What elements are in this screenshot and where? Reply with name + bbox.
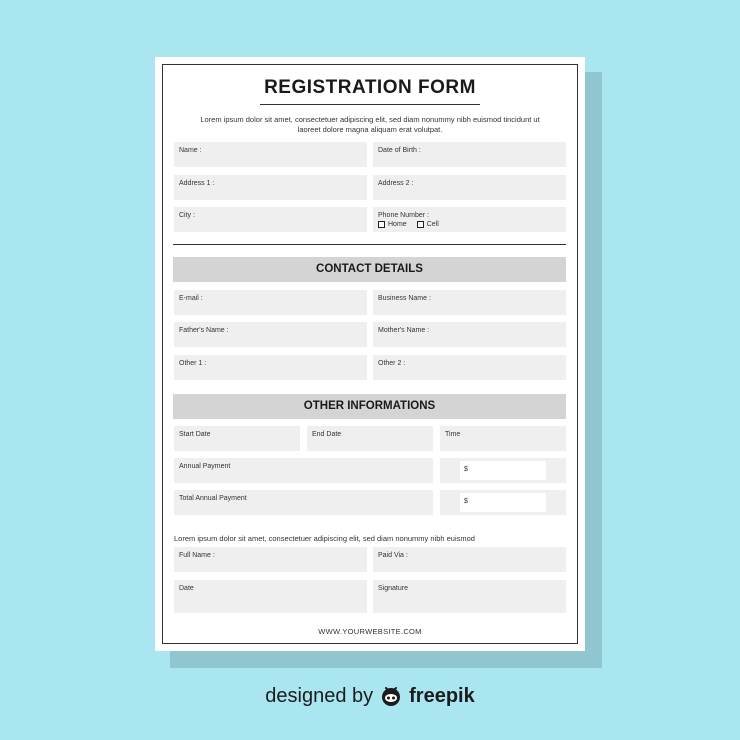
date-label: Date [179, 585, 194, 592]
form-intro-text: Lorem ipsum dolor sit amet, consectetuer adipiscing elit, sed diam nonummy nibh euismod tincidunt ut laoreet dolore magna aliquam erat volutpat. [200, 115, 540, 134]
mothers-name-label: Mother's Name : [378, 327, 430, 334]
phone-number-label: Phone Number : [378, 212, 429, 219]
other-2-label: Other 2 : [378, 360, 406, 367]
currency-symbol: $ [464, 466, 468, 473]
address-2-field[interactable] [373, 175, 566, 200]
paid-via-field[interactable] [373, 547, 566, 572]
city-field[interactable] [174, 207, 367, 232]
signature-field[interactable] [373, 580, 566, 613]
mothers-name-field[interactable] [373, 322, 566, 347]
fathers-name-label: Father's Name : [179, 327, 229, 334]
full-name-field[interactable] [174, 547, 367, 572]
date-of-birth-label: Date of Birth : [378, 147, 421, 154]
total-annual-payment-label: Total Annual Payment [179, 495, 247, 502]
other-1-field[interactable] [174, 355, 367, 380]
form-title: REGISTRATION FORM [264, 77, 476, 98]
title-underline [260, 104, 480, 105]
signature-label: Signature [378, 585, 408, 592]
end-date-label: End Date [312, 431, 342, 438]
other-informations-heading: OTHER INFORMATIONS [173, 394, 566, 419]
start-date-label: Start Date [179, 431, 211, 438]
phone-number-field[interactable] [373, 207, 566, 232]
annual-payment-row [174, 458, 433, 483]
phone-type-options [378, 221, 439, 228]
total-annual-payment-row [174, 490, 433, 515]
time-field[interactable] [440, 426, 566, 451]
fathers-name-field[interactable] [174, 322, 367, 347]
total-annual-payment-amount-cell [440, 490, 566, 515]
annual-payment-amount-input[interactable] [460, 461, 546, 480]
website-footer: WWW.YOURWEBSITE.COM [318, 627, 422, 636]
section-divider [173, 244, 566, 245]
other-1-label: Other 1 : [179, 360, 207, 367]
payment-note-text: Lorem ipsum dolor sit amet, consectetuer adipiscing elit, sed diam nonummy nibh euismod [174, 534, 475, 543]
end-date-field[interactable] [307, 426, 433, 451]
address-1-field[interactable] [174, 175, 367, 200]
credit-brand: freepik [409, 684, 475, 707]
time-label: Time [445, 431, 461, 438]
home-checkbox[interactable] [378, 221, 385, 228]
home-option-label: Home [388, 221, 407, 228]
business-name-label: Business Name : [378, 295, 431, 302]
credit-prefix: designed by [265, 684, 374, 707]
freepik-logo-icon [379, 684, 403, 708]
designer-credit [0, 684, 740, 708]
full-name-label: Full Name : [179, 552, 215, 559]
address-1-label: Address 1 : [179, 180, 215, 187]
cell-checkbox[interactable] [417, 221, 424, 228]
city-label: City : [179, 212, 195, 219]
total-annual-payment-amount-input[interactable] [460, 493, 546, 512]
address-2-label: Address 2 : [378, 180, 414, 187]
registration-form-sheet [155, 57, 585, 651]
cell-option-label: Cell [426, 221, 439, 228]
start-date-field[interactable] [174, 426, 300, 451]
paid-via-label: Paid Via : [378, 552, 408, 559]
currency-symbol: $ [464, 498, 468, 505]
contact-details-heading: CONTACT DETAILS [173, 257, 566, 282]
other-2-field[interactable] [373, 355, 566, 380]
name-label: Name : [179, 147, 202, 154]
email-label: E-mail : [179, 295, 203, 302]
business-name-field[interactable] [373, 290, 566, 315]
date-of-birth-field[interactable] [373, 142, 566, 167]
date-field[interactable] [174, 580, 367, 613]
annual-payment-amount-cell [440, 458, 566, 483]
email-field[interactable] [174, 290, 367, 315]
annual-payment-label: Annual Payment [179, 463, 231, 470]
name-field[interactable] [174, 142, 367, 167]
